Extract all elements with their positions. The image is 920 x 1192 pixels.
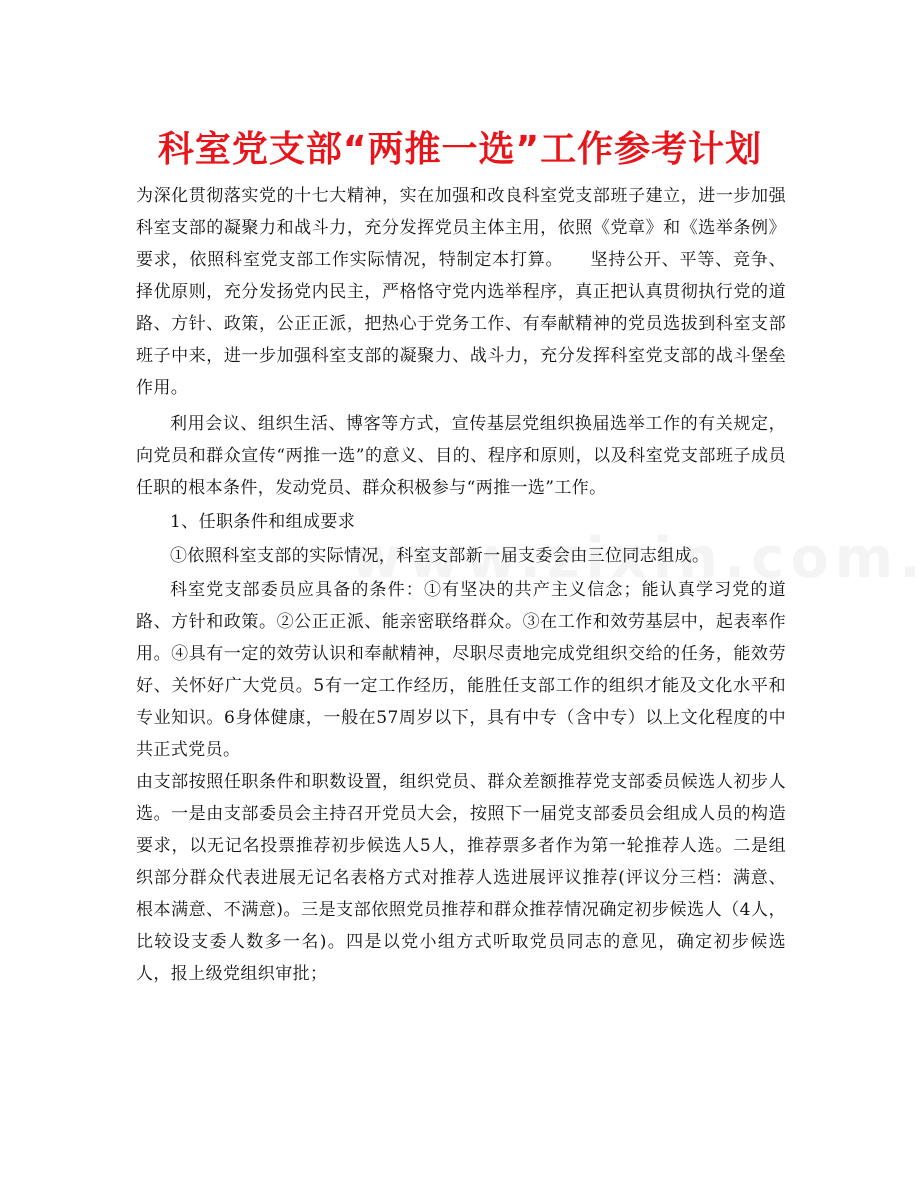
document-body — [136, 180, 786, 990]
document-title: 科室党支部“两推一选”工作参考计划 — [157, 129, 763, 170]
paragraph-conditions: 科室党支部委员应具备的条件：①有坚决的共产主义信念；能认真学习党的道路、方针和政策。②公正正派、能亲密联络群众。③在工作和效劳基层中，起表率作用。④具有一定的效劳认识和奉献精神，尽职尽责地完成党组织交给的任务，能效劳好、关怀好广大党员。5有一定工作经历，能胜任支部工作的组织才能及文化水平和专业知识。6身体健康，一般在57周岁以下，具有中专（含中专）以上文化程度的中共正式党员。 — [136, 580, 786, 760]
section-heading-1: 1、任职条件和组成要求 — [170, 512, 356, 532]
paragraph-publicity: 利用会议、组织生活、博客等方式，宣传基层党组织换届选举工作的有关规定，向党员和群众宣传“两推一选”的意义、目的、程序和原则，以及科室党支部班子成员任职的根本条件，发动党员、群众积极参与“两推一选”工作。 — [136, 414, 786, 498]
paragraph-intro: 为深化贯彻落实党的十七大精神，实在加强和改良科室党支部班子建立，进一步加强科室支部的凝聚力和战斗力，充分发挥党员主体主用，依照《党章》和《选举条例》要求，依照科室党支部工作实际情况，特制定本打算。 坚持公开、平等、竞争、择优原则，充分发扬党内民主，严格恪守党内选举程序，真正把认真贯彻执行党的道路、方针、政策，公正正派，把热心于党务工作、有奉献精神的党员选拔到科室支部班子中来，进一步加强科室支部的凝聚力、战斗力，充分发挥科室党支部的战斗堡垒作用。 — [136, 186, 786, 398]
paragraph-procedure: 由支部按照任职条件和职数设置，组织党员、群众差额推荐党支部委员候选人初步人选。一是由支部委员会主持召开党员大会，按照下一届党支部委员会组成人员的构造要求，以无记名投票推荐初步候选人5人，推荐票多者作为第一轮推荐人选。二是组织部分群众代表进展无记名表格方式对推荐人选进展评议推荐(评议分三档：满意、根本满意、不满意)。三是支部依照党员推荐和群众推荐情况确定初步候选人（4人，比较设支委人数多一名)。四是以党小组方式听取党员同志的意见，确定初步候选人，报上级党组织审批； — [136, 772, 786, 984]
paragraph-composition: ①依照科室支部的实际情况，科室支部新一届支委会由三位同志组成。 — [170, 546, 710, 566]
